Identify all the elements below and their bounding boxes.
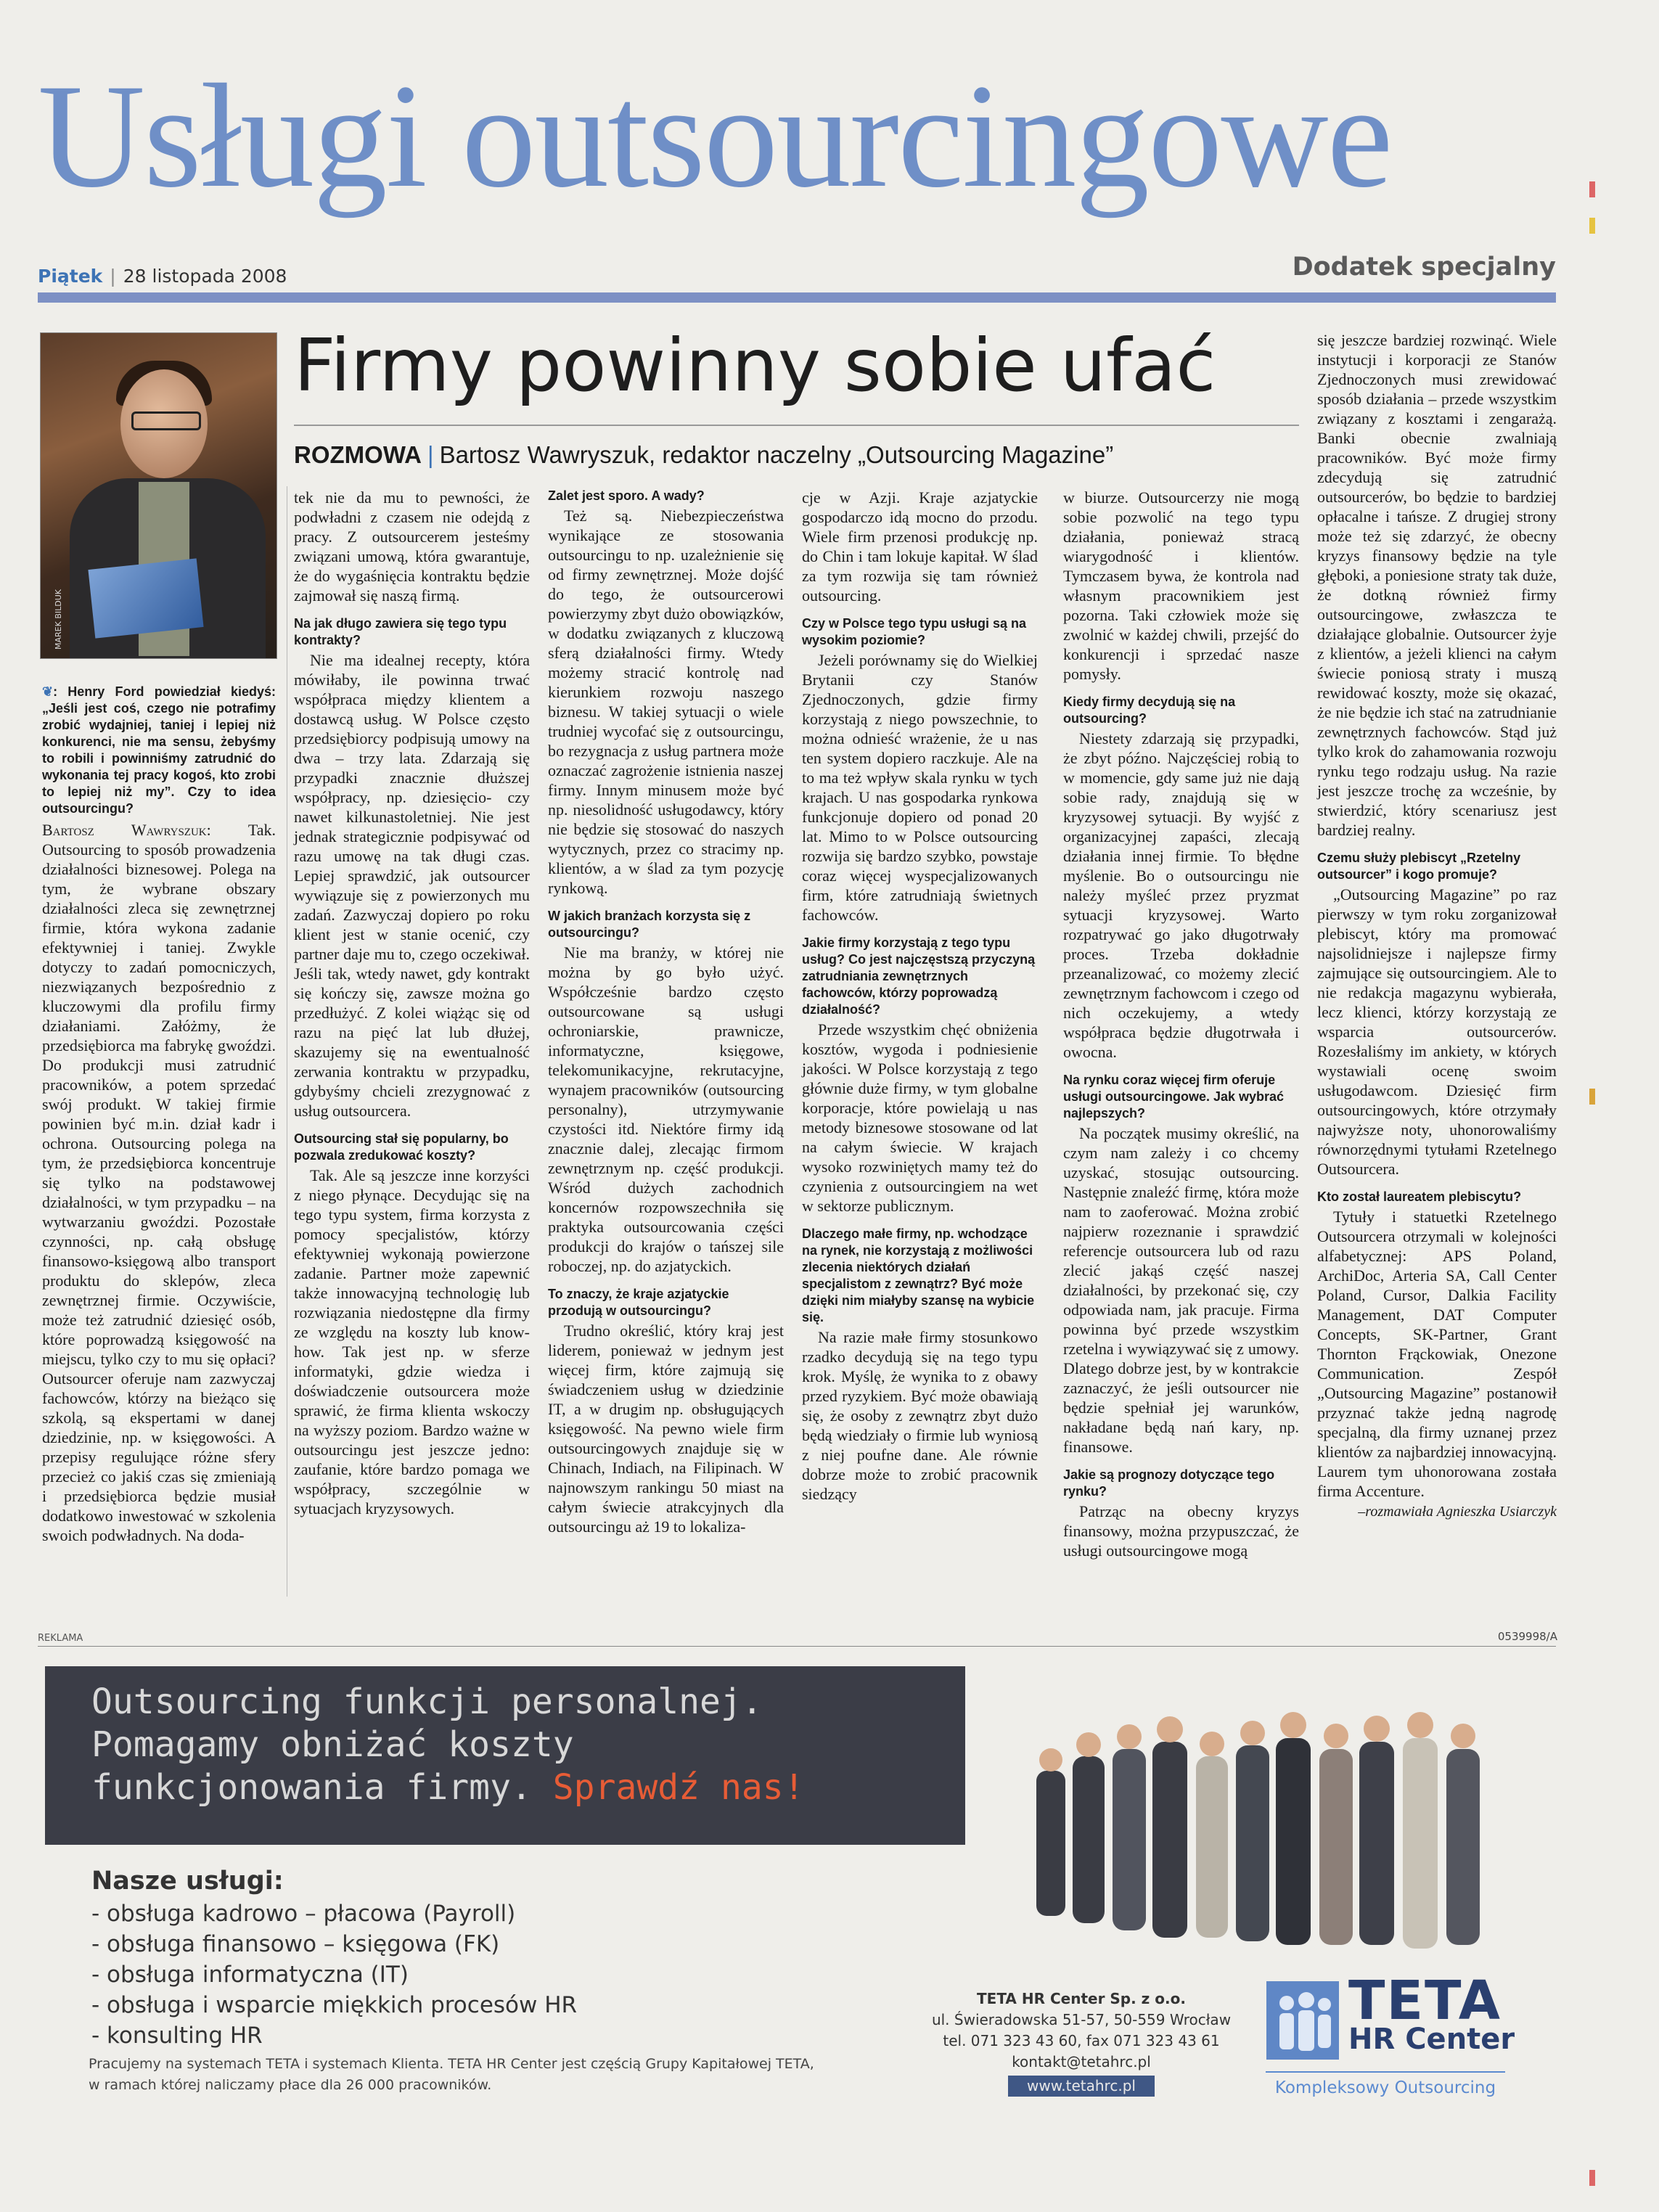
ad-banner-text — [91, 1681, 805, 1809]
company-name: TETA HR Center Sp. z o.o. — [977, 1990, 1186, 2007]
author-signature: –rozmawiała Agnieszka Usiarczyk — [1358, 1504, 1557, 1520]
interview-question: Dlaczego małe firmy, np. wchodzące na rynek, nie korzystają z możliwości zlecenia niektórych działań specjalistom z zewnątrz? Być może dzięki nim miałyby szansę na wybicie się. — [802, 1226, 1035, 1324]
interview-question: Jakie są prognozy dotyczące tego rynku? — [1063, 1467, 1275, 1499]
ad-banner-line-2: Pomagamy obniżać koszty — [91, 1724, 574, 1765]
paragraph: Też są. Niebezpieczeństwa wynikające ze stosowania outsourcingu to np. uzależnienie się od firmy zewnętrznej. Może dojść do tego, że outsourcerowi powierzymy zbyt dużo obowiązków, w dodatku związanych z kluczową sferą działalności firmy. Wtedy możemy stracić kontrolę nad kierunkiem rozwoju naszego biznesu. W takiej sytuacji o wiele trudniej wycofać się z outsourcingu, bo rezygnacja z usług partnera może oznaczać zagrożenie istnienia naszej firmy. Innym minusem może być np. niesolidność usługodawcy, który nie będzie się stosować do naszych wytycznych, przez co stracimy np. klientów, a w ślad za tym pozycję rynkową. — [548, 507, 784, 897]
article-column-3 — [548, 488, 784, 1538]
ad-banner-line-3: funkcjonowania firmy. Sprawdź nas! — [91, 1767, 805, 1808]
section-label: ROZMOWA — [294, 441, 422, 468]
business-people-photo — [1022, 1669, 1515, 1959]
interview-question: Na rynku coraz więcej firm oferuje usługi outsourcingowe. Jak wybrać najlepszych? — [1063, 1073, 1285, 1121]
interview-question: Jakie firmy korzystają z tego typu usług? Co jest najczęstszą przyczyną zatrudniania zewnętrznych fachowców, którzy poprowadzą działalność? — [802, 935, 1036, 1017]
dateline-day: Piątek — [38, 266, 103, 287]
company-website[interactable]: www.tetahrc.pl — [1008, 2076, 1155, 2097]
masthead-title: Usługi outsourcingowe — [38, 54, 1392, 218]
interview-question: Na jak długo zawiera się tego typu kontrakty? — [294, 616, 507, 647]
teta-logo-icon — [1266, 1981, 1339, 2060]
paragraph: Tytuły i statuetki Rzetelnego Outsourcera otrzymali w kolejności alfabetycznej: APS Poland, ArchiDoc, Arteria SA, Call Center Poland, Cursor, Dalkia Facility Management, DAT Computer Concepts, SK-Partner, Grant Thornton Frąckowiak, Onezone Communication. Zespół „Outsourcing Magazine” postanowił przyznać także jedną nagrodę specjalną, dla firmy uznanej przez klientów za najbardziej innowacyjną. Laurem tym uhonorowana została firma Accenture. — [1317, 1208, 1557, 1500]
masthead-rule — [38, 292, 1556, 303]
article-column-2 — [294, 488, 530, 1520]
paragraph: się jeszcze bardziej rozwinąć. Wiele instytucji i korporacji ze Stanów Zjednoczonych musi zrewidować sposób działania – przede wszystkim związany z kosztami i zengarażą. Banki obecnie zwalniają pracowników. Być może firmy zdecydują się zatrudnić outsourcerów, bo będzie to bardziej opłacalne i tańsze. Z drugiej strony może też się zdarzyć, że obecny kryzys finansowy będzie na tyle głęboki, a poniesione straty tak duże, że dotkną również firmy outsourcingowe, zwłaszcza te działające globalnie. Outsourcer żyje z klientów, a jeżeli klienci na całym świecie poniosą straty i muszą rewidować koszty, może się okazać, że nie będzie ich stać na zatrudnianie zewnętrznych fachowców. Stąd już tylko krok do zahamowania rozwoju rynku tego rodzaju usług. Na razie jest jeszcze trochę za wcześnie, by stwierdzić, który scenariusz jest bardziej realny. — [1317, 331, 1557, 839]
dateline-separator: | — [110, 266, 116, 287]
dateline-date: 28 listopada 2008 — [123, 266, 287, 287]
interview-question: Czemu służy plebiscyt „Rzetelny outsourcer” i kogo promuje? — [1317, 851, 1521, 882]
company-contact — [929, 1988, 1234, 2097]
edge-mark — [1589, 181, 1595, 197]
photo-figure-glasses — [131, 411, 201, 430]
services-title: Nasze usługi: — [91, 1867, 284, 1896]
ad-code: 0539998/A — [1497, 1630, 1557, 1643]
teta-logo-text — [1348, 1970, 1515, 2056]
subtitle-text: Bartosz Wawryszuk, redaktor naczelny „Outsourcing Magazine” — [439, 441, 1114, 468]
edge-mark — [1589, 218, 1595, 234]
paragraph: Patrząc na obecny kryzys finansowy, można przypuszczać, że usługi outsourcingowe mogą — [1063, 1502, 1299, 1560]
paragraph: Trudno określić, który kraj jest liderem, ponieważ w jednym jest więcej firm, które zajmują się świadczeniem usług w dziedzinie IT, a w drugim np. obsługujących księgowość. Na pewno wiele firm outsourcingowych znajduje się w Chinach, Indiach, na Filipinach. W najnowszym rankingu 50 miast na całym świecie atrakcyjnych dla outsourcingu aż 19 to lokaliza- — [548, 1322, 784, 1536]
ad-label: REKLAMA — [38, 1633, 83, 1644]
service-item: - obsługa i wsparcie miękkich procesów HR — [91, 1990, 577, 2020]
article-headline: Firmy powinny sobie ufać — [294, 323, 1216, 408]
paragraph: Tak. Ale są jeszcze inne korzyści z niego płynące. Decydując się na tego typu system, firma korzysta z pomocy specjalistów, którzy efektywniej wykonają powierzone zadanie. Partner może zapewnić także innowacyjną technologię lub rozwiązania niedostępne dla firmy ze względu na koszty lub know-how. Tak jest np. w sferze informatyki, gdzie wiedza i doświadczenie outsourcera może sprawić, że firma klienta wskoczy na wyższy poziom. Bardzo ważne w outsourcingu jest jeszcze jedno: zaufanie, które bardzo pomaga we współpracy, szczególnie w sytuacjach kryzysowych. — [294, 1166, 530, 1517]
interview-question: Outsourcing stał się popularny, bo pozwala zredukować koszty? — [294, 1131, 509, 1163]
article-column-4 — [802, 488, 1038, 1505]
supplement-label: Dodatek specjalny — [1292, 253, 1556, 282]
paragraph: Nie ma idealnej recepty, która mówiłaby, ile powinna trwać współpraca między klientem a dostawcą usług. W Polsce często przedsiębiorcy podpisują umowy na dwa – trzy lata. Zdarzają się przypadki znacznie dłuższej współpracy, np. dziesięcio- czy nawet kilkunastoletniej. Nie jest jednak strategicznie podpisywać od razu umowę na tak długi czas. Lepiej sprawdzić, jak outsourcer wywiązuje się z powierzonych mu zadań. Zazwyczaj dopiero po roku klient jest w stanie ocenić, czy partner daje mu to, czego oczekiwał. Jeśli tak, wtedy nawet, gdy kontrakt się kończy się, zawsze można go przedłużyć. Z kolei wiążąc się od razu na pięć lat lub dłużej, skazujemy się na ewentualność zerwania kontraktu w przypadku, gdybyśmy chcieli zrezygnować z usług outsourcera. — [294, 651, 530, 1120]
service-item: - konsulting HR — [91, 2020, 577, 2051]
interview-question: Kiedy firmy decydują się na outsourcing? — [1063, 695, 1236, 726]
article-subtitle — [294, 441, 1113, 469]
interview-question: To znaczy, że kraje azjatyckie przodują w outsourcingu? — [548, 1287, 729, 1318]
services-list — [91, 1898, 577, 2051]
ad-tagline: Kompleksowy Outsourcing — [1266, 2071, 1505, 2097]
article-column-1 — [42, 684, 276, 1547]
interview-question: W jakich branżach korzysta się z outsourcingu? — [548, 909, 751, 940]
paragraph: Przede wszystkim chęć obniżenia kosztów, wygoda i podniesienie jakości. W Polsce korzystają z tego głównie duże firmy, w tym globalne korporacje, które powielają u nas metody biznesowe stosowane od lat na całym świecie. W krajach wysoko rozwiniętych mamy też do czynienia z outsourcingiem na wet w sektorze publicznym. — [802, 1020, 1038, 1215]
question-marker-icon: ❦ — [42, 684, 54, 699]
interview-question: Zalet jest sporo. A wady? — [548, 488, 705, 503]
company-address: ul. Świeradowska 51-57, 50-559 Wrocław — [931, 2011, 1232, 2028]
ad-banner-cta: Sprawdź nas! — [552, 1767, 805, 1808]
paragraph: tek nie da mu to pewności, że podwładni z czasem nie odejdą z pracy. Z outsourcerem jesteśmy związani umową, która gwarantuje, że do wygaśnięcia kontraktu będzie zajmował się naszą firmą. — [294, 488, 530, 605]
paragraph: cje w Azji. Kraje azjatyckie gospodarczo idą mocno do przodu. Wiele firm przenosi produkcję np. do Chin i tam lokuje kapitał. W ślad za tym rozwija się tam również outsourcing. — [802, 488, 1038, 605]
subtitle-separator: | — [427, 441, 434, 468]
company-phone: tel. 071 323 43 60, fax 071 323 43 61 — [943, 2032, 1220, 2049]
headline-rule — [294, 425, 1299, 426]
dateline — [38, 266, 287, 287]
edge-mark — [1589, 1089, 1595, 1105]
paragraph: Na początek musimy określić, na czym nam zależy i co chcemy uzyskać, stosując outsourcing. Następnie znaleźć firmę, która może nam to zaoferować. Można zrobić najpierw rozeznanie i sprawdzić referencje outsourcera lub od razu zlecić jakąś część naszej działalności, by przekonać się, czy odpowiada nam, jak pracuje. Firma powinna być przede wszystkim rzetelna i wywiązywać się z umowy. Dlatego dobrze jest, by w kontrakcie zaznaczyć, że jeśli outsourcer nie będzie spełniał jej warunków, nakładane będą nań kary, np. finansowe. — [1063, 1124, 1299, 1456]
service-item: - obsługa informatyczna (IT) — [91, 1959, 577, 1990]
interview-question: Kto został laureatem plebiscytu? — [1317, 1189, 1522, 1204]
interview-question: Czy w Polsce tego typu usługi są na wysokim poziomie? — [802, 616, 1027, 647]
article-column-5 — [1063, 488, 1299, 1562]
photo-magazine — [88, 558, 203, 638]
paragraph: Niestety zdarzają się przypadki, że zbyt późno. Najczęściej robią to w momencie, gdy same już nie dają sobie rady, znajdują się w kryzysowej sytuacji. By wyjść z organizacyjnej zapaści, zlecają działania innej firmie. To błędne myślenie. Bo o outsourcingu nie należy myśleć przez pryzmat sytuacji kryzysowej. Warto rozpatrywać go jako długotrwały proces. Trzeba dokładnie przeanalizować, co możemy zlecić zewnętrznym fachowcom i czego od nich oczekujemy, a wtedy współpraca będzie długotrwała i owocna. — [1063, 729, 1299, 1061]
service-item: - obsługa kadrowo – płacowa (Payroll) — [91, 1898, 577, 1929]
ad-footnote: Pracujemy na systemach TETA i systemach Klienta. TETA HR Center jest częścią Grupy Kapitałowej TETA, w ramach której naliczamy płace dla 26 000 pracowników. — [89, 2056, 814, 2093]
paragraph: Bartosz Wawryszuk: Tak. Outsourcing to sposób prowadzenia działalności biznesowej. Polega na tym, że wybrane obszary działalności zleca się zewnętrznej firmie, która wykona zadanie efektywniej i taniej. Zwykle dotyczy to zadań pomocniczych, niezwiązanych bezpośrednio z kluczowymi dla profilu firmy działaniami. Załóżmy, że przedsiębiorca ma fabrykę gwoździ. Do produkcji musi zatrudnić pracowników, a potem sprzedać swój produkt. W takiej firmie powinien być m.in. dział kadr i ochrona. Outsourcing polega na tym, że przedsiębiorca koncentruje się tylko na podstawowej działalności, w tym przypadku – na wytwarzaniu gwoździ. Pozostałe czynności, np. całą obsługę finansowo-księgową albo transport produktu do sklepów, zleca zewnętrznej firmie. Oczywiście, może też zatrudnić dziesięć osób, które poprowadzą księgowość na miejscu, tylko czy to mu się opłaci? Outsourcer oferuje nam zazwyczaj fachowców, którzy na bieżąco się szkolą, są ekspertami w danej dziedzinie, np. w księgowości. A przepisy regulujące różne sfery przecież co jakiś czas się zmieniają i przedsiębiorca będzie musiał dodatkowo inwestować w szkolenia swoich podwładnych. Na doda- — [42, 821, 276, 1544]
ad-rule — [38, 1646, 1556, 1647]
lead-question: ❦: Henry Ford powiedział kiedyś: „Jeśli jest coś, czego nie potrafimy zrobić wydajniej, taniej i lepiej niż konkurenci, nie ma sensu, żebyśmy to robili i powinniśmy zatrudnić do wykonania tej pracy kogoś, kto zrobi to lepiej niż my”. Czy to idea outsourcingu? — [42, 684, 276, 816]
paragraph: Na razie małe firmy stosunkowo rzadko decydują się na tego typu krok. Myślę, że wynika to z obawy przed ryzykiem. Być może obawiają się, że osoby z zewnątrz zbyt dużo będą wiedziały o firmie lub wyniosą z niej poufne dane. Ale równie dobrze może to zrobić pracownik siedzący — [802, 1328, 1038, 1503]
paragraph: w biurze. Outsourcerzy nie mogą sobie pozwolić na tego typu działania, ponieważ stracą wiarygodność i klientów. Tymczasem bywa, że kontrola nad własnym pracownikiem jest pozorna. Taki człowiek może się zwolnić w każdej chwili, przejść do konkurencji i sprzedać nasze pomysły. — [1063, 488, 1299, 683]
logo-hr-center: HR Center — [1348, 2023, 1515, 2056]
paragraph: Jeżeli porównamy się do Wielkiej Brytanii czy Stanów Zjednoczonych, gdzie firmy korzystają z niego powszechnie, to można odnieść wrażenie, że u nas ten system dopiero raczkuje. Ale na to ma też wpływ skala rynku w tych krajach. U nas gospodarka rynkowa funkcjonuje dopiero od ponad 20 lat. Mimo to w Polsce outsourcing rozwija się bardzo szybko, powstaje coraz więcej wyspecjalizowanych firm, które zatrudniają świetnych fachowców. — [802, 651, 1038, 924]
paragraph: „Outsourcing Magazine” po raz pierwszy w tym roku zorganizował plebiscyt, który ma promować najsolidniejsze i najlepsze firmy zajmujące się outsourcingiem. Ale to nie redakcja magazynu wybierała, lecz klienci, którzy korzystają ze wsparcia outsourcerów. Rozesłaliśmy im ankiety, w których wystawiali ocenę swoim usługodawcom. Dziesięć firm outsourcingowych, które otrzymały najwyższe noty, uhonorowaliśmy równorzędnymi tytułami Rzetelnego Outsourcera. — [1317, 885, 1557, 1178]
interviewee-photo — [40, 332, 277, 659]
edge-mark — [1589, 2170, 1595, 2186]
logo-teta: TETA — [1348, 1970, 1502, 2032]
photo-credit: MAREK BILDUK — [54, 589, 63, 650]
article-column-6 — [1317, 330, 1557, 1522]
company-email[interactable]: kontakt@tetahrc.pl — [1012, 2053, 1151, 2070]
ad-banner-line-1: Outsourcing funkcji personalnej. — [91, 1681, 763, 1722]
service-item: - obsługa finansowo – księgowa (FK) — [91, 1929, 577, 1959]
paragraph: Nie ma branży, w której nie można by go było użyć. Współcześnie bardzo często outsourcowane są usługi ochroniarskie, prawnicze, informatyczne, księgowe, telekomunikacyjne, rekrutacyjne, wynajem pracowników (outsourcing personalny), utrzymywanie czystości itd. Niektóre firmy idą znacznie dalej, zlecając firmom zewnętrznym np. część produkcji. Wśród dużych zachodnich koncernów rozpowszechniła się praktyka outsourcowania części produkcji do krajów o tańszej sile roboczej, np. do azjatyckich. — [548, 943, 784, 1275]
